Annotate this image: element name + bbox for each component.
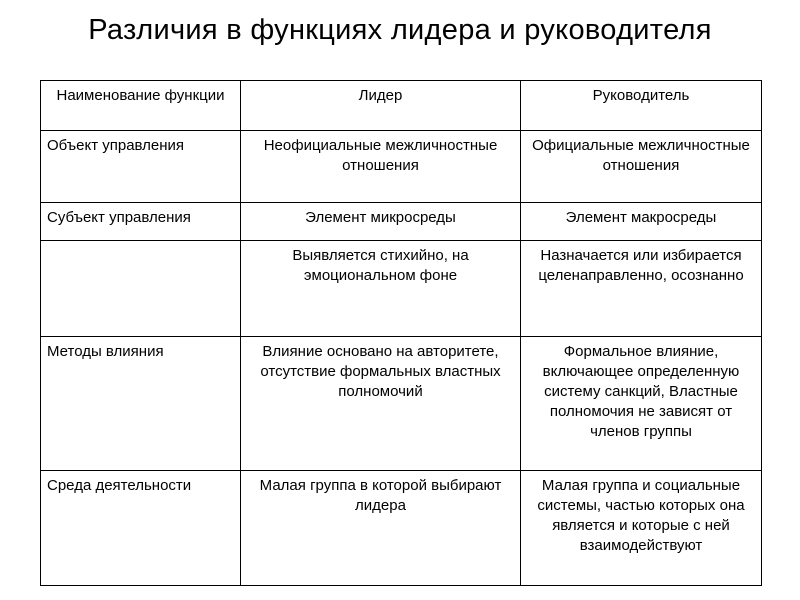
- header-manager: Руководитель: [521, 81, 762, 131]
- row-function: Объект управления: [41, 131, 241, 203]
- header-function: Наименование функции: [41, 81, 241, 131]
- row-function: Среда деятельности: [41, 471, 241, 586]
- row-leader: Элемент микросреды: [241, 203, 521, 241]
- row-function: Методы влияния: [41, 337, 241, 471]
- table-row: [41, 471, 762, 586]
- row-function: [41, 241, 241, 337]
- row-leader: Неофициальные межличностные отношения: [241, 131, 521, 203]
- row-manager: Элемент макросреды: [521, 203, 762, 241]
- header-leader: Лидер: [241, 81, 521, 131]
- table-row: [41, 131, 762, 203]
- row-leader: Выявляется стихийно, на эмоциональном фоне: [241, 241, 521, 337]
- row-leader: Малая группа в которой выбирают лидера: [241, 471, 521, 586]
- row-manager: Назначается или избирается целенаправленно, осознанно: [521, 241, 762, 337]
- row-manager: Формальное влияние, включающее определенную систему санкций, Властные полномочия не зависят от членов группы: [521, 337, 762, 471]
- row-manager: Официальные межличностные отношения: [521, 131, 762, 203]
- row-manager: Малая группа и социальные системы, частью которых она является и которые с ней взаимодействуют: [521, 471, 762, 586]
- table-row: [41, 241, 762, 337]
- row-function: Субъект управления: [41, 203, 241, 241]
- comparison-table: [40, 80, 762, 586]
- table-row: [41, 337, 762, 471]
- table-row: [41, 203, 762, 241]
- table-header-row: [41, 81, 762, 131]
- page-title: Различия в функциях лидера и руководителя: [88, 14, 712, 46]
- row-leader: Влияние основано на авторитете, отсутствие формальных властных полномочий: [241, 337, 521, 471]
